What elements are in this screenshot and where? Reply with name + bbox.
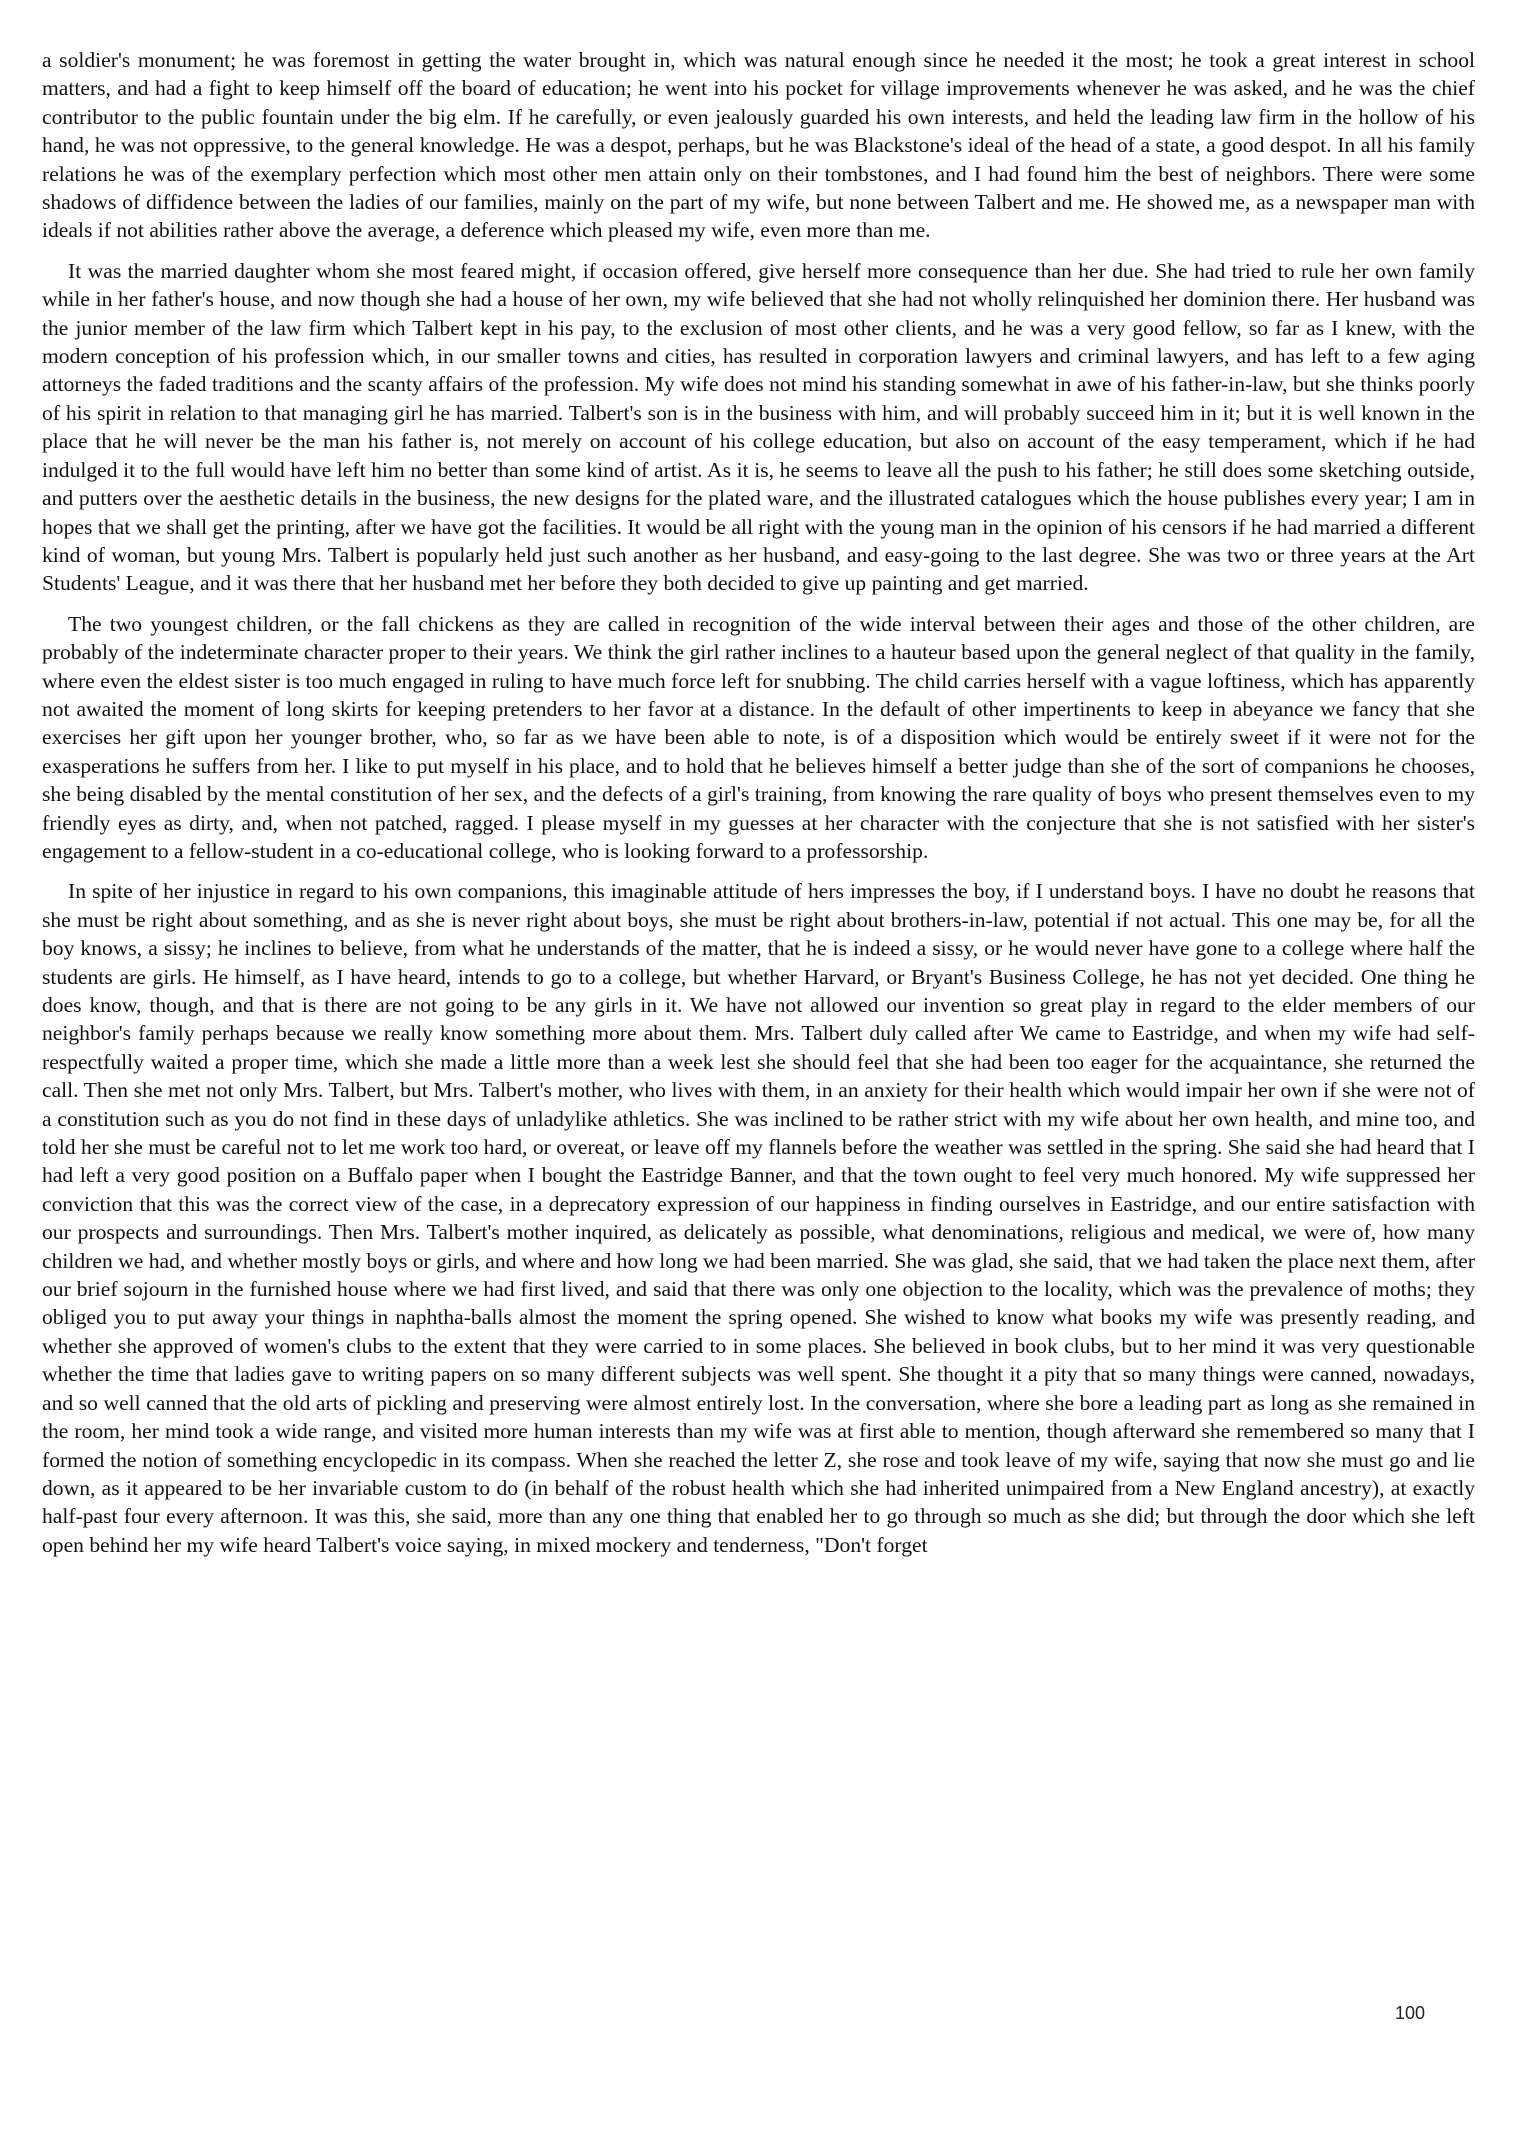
paragraph-continuation: a soldier's monument; he was foremost in getting the water brought in, which was natural enough since he needed it the most; he took a great interest in school matters, and had a fight to keep himself off the board of education; he went into his pocket for village improvements whenever he was asked, and he was the chief contributor to the public fountain under the big elm. If he carefully, or even jealously guarded his own interests, and held the leading law firm in the hollow of his hand, he was not oppressive, to the general knowledge. He was a despot, perhaps, but he was Blackstone's ideal of the head of a state, a good despot. In all his family relations he was of the exemplary perfection which most other men attain only on their tombstones, and I had found him the best of neighbors. There were some shadows of diffidence between the ladies of our families, mainly on the part of my wife, but none between Talbert and me. He showed me, as a newspaper man with ideals if not abilities rather above the average, a deference which pleased my wife, even more than me. — [42, 48, 1475, 243]
paragraph-married-daughter: It was the married daughter whom she most feared might, if occasion offered, give herself more consequence than her due. She had tried to rule her own family while in her father's house, and now though she had a house of her own, my wife believed that she had not wholly relinquished her dominion there. Her husband was the junior member of the law firm which Talbert kept in his pay, to the exclusion of most other clients, and he was a very good fellow, so far as I knew, with the modern conception of his profession which, in our smaller towns and cities, has resulted in corporation lawyers and criminal lawyers, and has left to a few aging attorneys the faded traditions and the scanty affairs of the profession. My wife does not mind his standing somewhat in awe of his father-in-law, but she thinks poorly of his spirit in relation to that managing girl he has married. Talbert's son is in the business with him, and will probably succeed him in it; but it is well known in the place that he will never be the man his father is, not merely on account of his college education, but also on account of the easy temperament, which if he had indulged it to the full would have left him no better than some kind of artist. As it is, he seems to leave all the push to his father; he still does some sketching outside, and putters over the aesthetic details in the business, the new designs for the plated ware, and the illustrated catalogues which the house publishes every year; I am in hopes that we shall get the printing, after we have got the facilities. It would be all right with the young man in the opinion of his censors if he had married a different kind of woman, but young Mrs. Talbert is popularly held just such another as her husband, and easy-going to the last degree. She was two or three years at the Art Students' League, and it was there that her husband met her before they both decided to give up painting and get married. — [42, 258, 1475, 596]
paragraph-youngest-children: The two youngest children, or the fall chickens as they are called in recognition of the wide interval between their ages and those of the other children, are probably of the indeterminate character proper to their years. We think the girl rather inclines to a hauteur based upon the general neglect of that quality in the family, where even the eldest sister is too much engaged in ruling to have much force left for snubbing. The child carries herself with a vague loftiness, which has apparently not awaited the moment of long skirts for keeping pretenders to her favor at a distance. In the default of other impertinents to keep in abeyance we fancy that she exercises her gift upon her younger brother, who, so far as we have been able to note, is of a disposition which would be entirely sweet if it were not for the exasperations he suffers from her. I like to put myself in his place, and to hold that he believes himself a better judge than she of the sort of companions he chooses, she being disabled by the mental constitution of her sex, and the defects of a girl's training, from knowing the rare quality of boys who present themselves even to my friendly eyes as dirty, and, when not patched, ragged. I please myself in my guesses at her character with the conjecture that she is not satisfied with her sister's engagement to a fellow-student in a co-educational college, who is looking forward to a professorship. — [42, 611, 1475, 863]
page-number: 100 — [1395, 2003, 1426, 2023]
paragraph-boy-attitude: In spite of her injustice in regard to his own companions, this imaginable attitude of hers impresses the boy, if I understand boys. I have no doubt he reasons that she must be right about something, and as she is never right about boys, she must be right about brothers-in-law, potential if not actual. This one may be, for all the boy knows, a sissy; he inclines to believe, from what he understands of the matter, that he is indeed a sissy, or he would never have gone to a college where half the students are girls. He himself, as I have heard, intends to go to a college, but whether Harvard, or Bryant's Business College, he has not yet decided. One thing he does know, though, and that is there are not going to be any girls in it. We have not allowed our invention so great play in regard to the elder members of our neighbor's family perhaps because we really know something more about them. Mrs. Talbert duly called after We came to Eastridge, and when my wife had self-respectfully waited a proper time, which she made a little more than a week lest she should feel that she had been too eager for the acquaintance, she returned the call. Then she met not only Mrs. Talbert, but Mrs. Talbert's mother, who lives with them, in an anxiety for their health which would impair her own if she were not of a constitution such as you do not find in these days of unladylike athletics. She was inclined to be rather strict with my wife about her own health, and mine too, and told her she must be careful not to let me work too hard, or overeat, or leave off my flannels before the weather was settled in the spring. She said she had heard that I had left a very good position on a Buffalo paper when I bought the Eastridge Banner, and that the town ought to feel very much honored. My wife suppressed her conviction that this was the correct view of the case, in a deprecatory expression of our happiness in finding ourselves in Eastridge, and our entire satisfaction with our prospects and surroundings. Then Mrs. Talbert's mother inquired, as delicately as possible, what denominations, religious and medical, we were of, how many children we had, and whether mostly boys or girls, and where and how long we had been married. She was glad, she said, that we had taken the place next them, after our brief sojourn in the furnished house where we had first lived, and said that there was only one objection to the locality, which was the prevalence of moths; they obliged you to put away your things in naphtha-balls almost the moment the spring opened. She wished to know what books my wife was presently reading, and whether she approved of women's clubs to the extent that they were carried to in some places. She believed in book clubs, but to her mind it was very questionable whether the time that ladies gave to writing papers on so many different subjects was well spent. She thought it a pity that so many things were canned, nowadays, and so well canned that the old arts of pickling and preserving were almost entirely lost. In the conversation, where she bore a leading part as long as she remained in the room, her mind took a wide range, and visited more human interests than my wife was at first able to mention, though afterward she remembered so many that I formed the notion of something encyclopedic in its compass. When she reached the letter Z, she rose and took leave of my wife, saying that now she must go and lie down, as it appeared to be her invariable custom to do (in behalf of the robust health which she had inherited unimpaired from a New England ancestry), at exactly half-past four every afternoon. It was this, she said, more than any one thing that enabled her to go through so much as she did; but through the door which she left open behind her my wife heard Talbert's voice saying, in mixed mockery and tenderness, "Don't forget — [42, 879, 1475, 1557]
page-body — [42, 46, 1475, 1571]
